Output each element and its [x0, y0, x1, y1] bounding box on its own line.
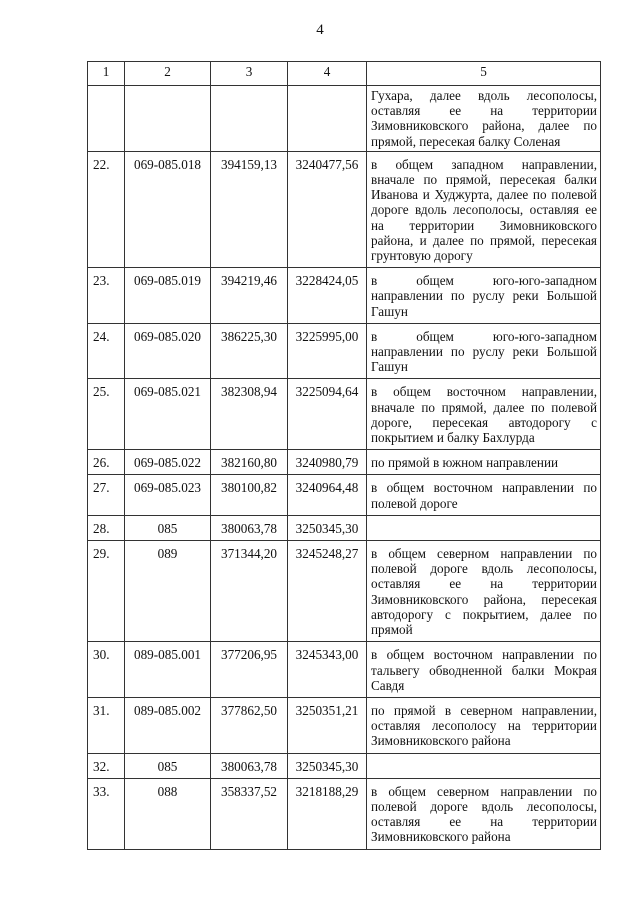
- col-header-5: 5: [367, 62, 601, 86]
- y-coordinate: 3245343,00: [288, 642, 367, 698]
- x-coordinate: 371344,20: [211, 541, 288, 642]
- table-row: [88, 151, 601, 267]
- table-row: [88, 697, 601, 753]
- row-number: 23.: [88, 268, 125, 324]
- point-code: 069-085.023: [125, 475, 211, 515]
- boundary-points-table: [87, 61, 601, 850]
- continuation-code: [125, 86, 211, 152]
- x-coordinate: 382308,94: [211, 379, 288, 450]
- y-coordinate: 3250351,21: [288, 697, 367, 753]
- table-row: [88, 450, 601, 475]
- boundary-description: в общем восточном направлении по полевой дороге: [367, 475, 601, 515]
- boundary-description: в общем северном направлении по полевой дороге вдоль лесополосы, оставляя ее на территории Зимовниковского района: [367, 778, 601, 849]
- boundary-description: в общем юго-юго-западном направлении по руслу реки Большой Гашун: [367, 323, 601, 379]
- table-row: [88, 475, 601, 515]
- boundary-description: по прямой в южном направлении: [367, 450, 601, 475]
- table-row: [88, 753, 601, 778]
- point-code: 089-085.001: [125, 642, 211, 698]
- continuation-row: [88, 86, 601, 152]
- y-coordinate: 3218188,29: [288, 778, 367, 849]
- x-coordinate: 358337,52: [211, 778, 288, 849]
- boundary-description: в общем северном направлении по полевой дороге вдоль лесополосы, оставляя ее на территории Зимовниковского района, пересекая автодорогу с покрытием, далее по прямой: [367, 541, 601, 642]
- table-row: [88, 515, 601, 540]
- row-number: 32.: [88, 753, 125, 778]
- row-number: 29.: [88, 541, 125, 642]
- boundary-description: по прямой в северном направлении, оставляя лесополосу на территории Зимовниковского района: [367, 697, 601, 753]
- row-number: 26.: [88, 450, 125, 475]
- x-coordinate: 394219,46: [211, 268, 288, 324]
- table-row: [88, 268, 601, 324]
- point-code: 085: [125, 753, 211, 778]
- row-number: 24.: [88, 323, 125, 379]
- x-coordinate: 382160,80: [211, 450, 288, 475]
- x-coordinate: 377862,50: [211, 697, 288, 753]
- boundary-description: [367, 515, 601, 540]
- table-row: [88, 379, 601, 450]
- page-number: 4: [316, 22, 324, 38]
- row-number: 31.: [88, 697, 125, 753]
- x-coordinate: 380063,78: [211, 515, 288, 540]
- table-row: [88, 642, 601, 698]
- point-code: 089-085.002: [125, 697, 211, 753]
- point-code: 069-085.020: [125, 323, 211, 379]
- col-header-1: 1: [88, 62, 125, 86]
- continuation-x: [211, 86, 288, 152]
- row-number: 25.: [88, 379, 125, 450]
- y-coordinate: 3225995,00: [288, 323, 367, 379]
- table-row: [88, 778, 601, 849]
- y-coordinate: 3228424,05: [288, 268, 367, 324]
- point-code: 069-085.019: [125, 268, 211, 324]
- row-number: 27.: [88, 475, 125, 515]
- y-coordinate: 3250345,30: [288, 753, 367, 778]
- y-coordinate: 3225094,64: [288, 379, 367, 450]
- continuation-description: Гухара, далее вдоль лесополосы, оставляя ее на территории Зимовниковского района, далее по прямой, пересекая балку Соленая: [367, 86, 601, 152]
- x-coordinate: 380100,82: [211, 475, 288, 515]
- boundary-description: в общем восточном направлении по тальвегу обводненной балки Мокрая Савдя: [367, 642, 601, 698]
- table-row: [88, 541, 601, 642]
- col-header-2: 2: [125, 62, 211, 86]
- x-coordinate: 380063,78: [211, 753, 288, 778]
- y-coordinate: 3240477,56: [288, 151, 367, 267]
- row-number: 33.: [88, 778, 125, 849]
- point-code: 088: [125, 778, 211, 849]
- x-coordinate: 377206,95: [211, 642, 288, 698]
- continuation-num: [88, 86, 125, 152]
- x-coordinate: 394159,13: [211, 151, 288, 267]
- point-code: 069-085.021: [125, 379, 211, 450]
- y-coordinate: 3240964,48: [288, 475, 367, 515]
- row-number: 22.: [88, 151, 125, 267]
- boundary-description: в общем западном направлении, вначале по прямой, пересекая балки Иванова и Худжурта, далее по полевой дороге вдоль лесополосы, оставляя ее на территории Зимовниковского района, и далее по прямой, пересекая грунтовую дорогу: [367, 151, 601, 267]
- row-number: 30.: [88, 642, 125, 698]
- y-coordinate: 3240980,79: [288, 450, 367, 475]
- x-coordinate: 386225,30: [211, 323, 288, 379]
- row-number: 28.: [88, 515, 125, 540]
- y-coordinate: 3245248,27: [288, 541, 367, 642]
- boundary-description: в общем юго-юго-западном направлении по руслу реки Большой Гашун: [367, 268, 601, 324]
- header-row: [88, 62, 601, 86]
- boundary-description: в общем восточном направлении, вначале по прямой, далее по полевой дороге, пересекая автодорогу с покрытием и балку Бахлурда: [367, 379, 601, 450]
- col-header-3: 3: [211, 62, 288, 86]
- table-row: [88, 323, 601, 379]
- point-code: 069-085.018: [125, 151, 211, 267]
- continuation-y: [288, 86, 367, 152]
- y-coordinate: 3250345,30: [288, 515, 367, 540]
- point-code: 069-085.022: [125, 450, 211, 475]
- boundary-description: [367, 753, 601, 778]
- point-code: 085: [125, 515, 211, 540]
- col-header-4: 4: [288, 62, 367, 86]
- point-code: 089: [125, 541, 211, 642]
